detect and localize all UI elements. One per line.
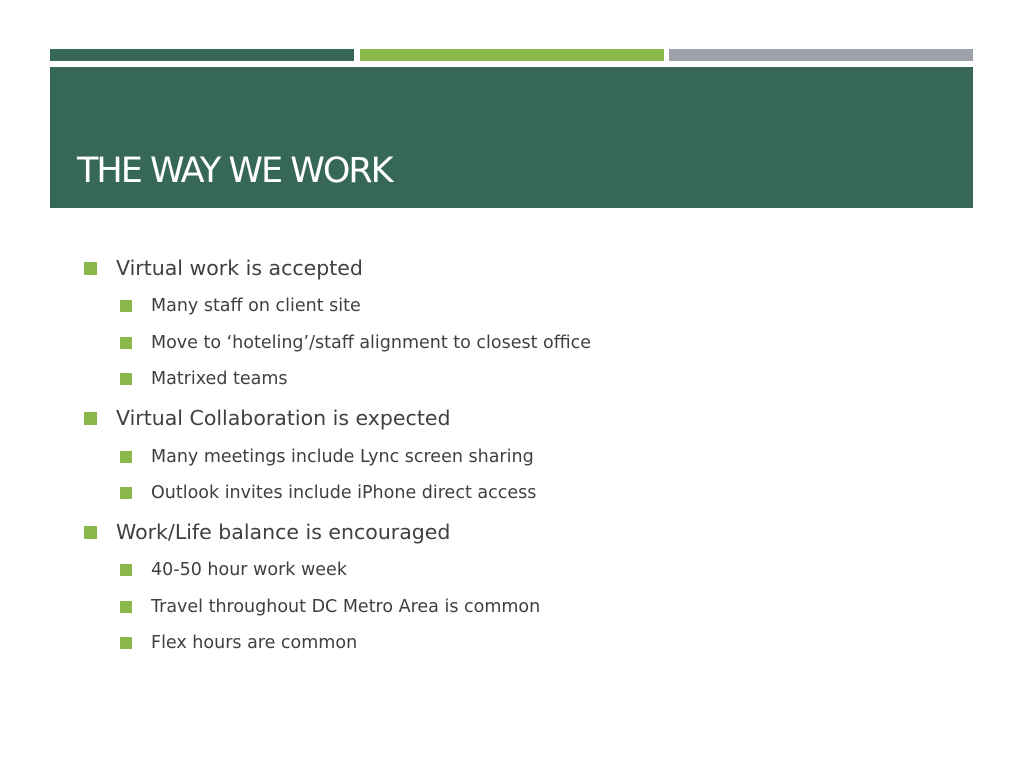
sub-bullet-item	[120, 595, 540, 619]
square-bullet-icon	[120, 451, 132, 463]
bullet-item	[84, 404, 450, 432]
square-bullet-icon	[120, 487, 132, 499]
bullet-text: Virtual Collaboration is expected	[116, 406, 451, 430]
slide-title: THE WAY WE WORK	[77, 151, 392, 191]
square-bullet-icon	[84, 412, 97, 425]
bullet-item	[84, 518, 450, 546]
sub-bullet-item	[120, 445, 534, 469]
square-bullet-icon	[84, 526, 97, 539]
sub-bullet-item	[120, 481, 536, 505]
sub-bullet-item	[120, 367, 288, 391]
sub-bullet-item	[120, 294, 361, 318]
sub-bullet-text: Many staff on client site	[151, 296, 361, 316]
bullet-text: Virtual work is accepted	[116, 256, 363, 280]
sub-bullet-item	[120, 558, 347, 582]
square-bullet-icon	[120, 300, 132, 312]
bullet-item	[84, 254, 363, 282]
sub-bullet-text: Many meetings include Lync screen sharing	[151, 447, 534, 467]
square-bullet-icon	[120, 601, 132, 613]
square-bullet-icon	[120, 373, 132, 385]
square-bullet-icon	[120, 564, 132, 576]
sub-bullet-item	[120, 631, 357, 655]
square-bullet-icon	[120, 337, 132, 349]
square-bullet-icon	[120, 637, 132, 649]
sub-bullet-text: 40-50 hour work week	[151, 560, 347, 580]
sub-bullet-text: Move to ‘hoteling’/staff alignment to closest office	[151, 333, 592, 353]
sub-bullet-text: Flex hours are common	[151, 633, 358, 653]
sub-bullet-text: Travel throughout DC Metro Area is common	[151, 597, 541, 617]
bullet-text: Work/Life balance is encouraged	[116, 520, 451, 544]
square-bullet-icon	[84, 262, 97, 275]
sub-bullet-text: Matrixed teams	[151, 369, 288, 389]
sub-bullet-item	[120, 331, 591, 355]
sub-bullet-text: Outlook invites include iPhone direct access	[151, 483, 537, 503]
